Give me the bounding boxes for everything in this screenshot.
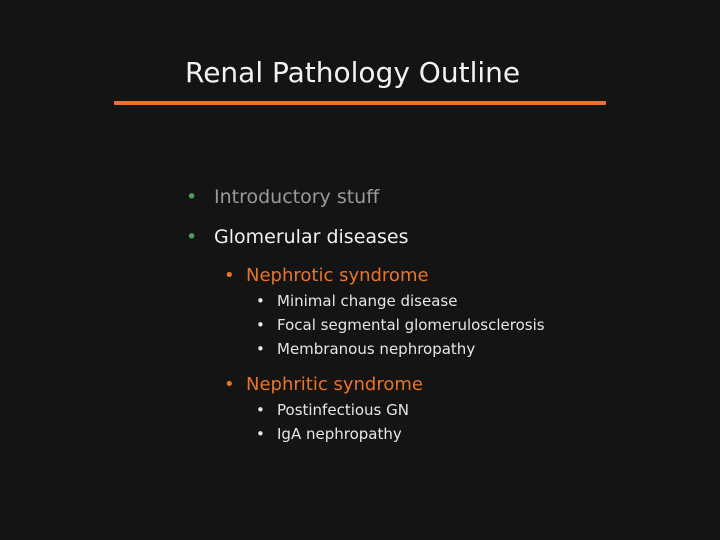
bullet-item-glomerular bbox=[186, 226, 409, 248]
bullet-icon: • bbox=[256, 401, 265, 419]
title-underline bbox=[114, 101, 606, 105]
bullet-icon: • bbox=[256, 316, 265, 334]
list-item-label: IgA nephropathy bbox=[277, 425, 402, 443]
bullet-item-label: Introductory stuff bbox=[214, 186, 380, 208]
list-item bbox=[256, 316, 545, 334]
bullet-item-introductory bbox=[186, 186, 379, 208]
bullet-icon: • bbox=[256, 340, 265, 358]
sub-heading-nephritic bbox=[224, 374, 423, 395]
sub-heading-label: Nephritic syndrome bbox=[246, 374, 423, 395]
list-item-label: Focal segmental glomerulosclerosis bbox=[277, 316, 545, 334]
bullet-icon: • bbox=[186, 226, 198, 248]
slide-title: Renal Pathology Outline bbox=[185, 56, 521, 89]
bullet-icon: • bbox=[186, 186, 198, 208]
sub-heading-nephrotic bbox=[224, 265, 429, 286]
list-item bbox=[256, 340, 475, 358]
list-item bbox=[256, 425, 402, 443]
list-item-label: Membranous nephropathy bbox=[277, 340, 476, 358]
bullet-icon: • bbox=[256, 425, 265, 443]
bullet-icon: • bbox=[224, 265, 235, 286]
bullet-icon: • bbox=[256, 292, 265, 310]
list-item bbox=[256, 401, 409, 419]
list-item bbox=[256, 292, 457, 310]
bullet-icon: • bbox=[224, 374, 235, 395]
list-item-label: Minimal change disease bbox=[277, 292, 458, 310]
list-item-label: Postinfectious GN bbox=[277, 401, 409, 419]
sub-heading-label: Nephrotic syndrome bbox=[246, 265, 429, 286]
bullet-item-label: Glomerular diseases bbox=[214, 226, 409, 248]
